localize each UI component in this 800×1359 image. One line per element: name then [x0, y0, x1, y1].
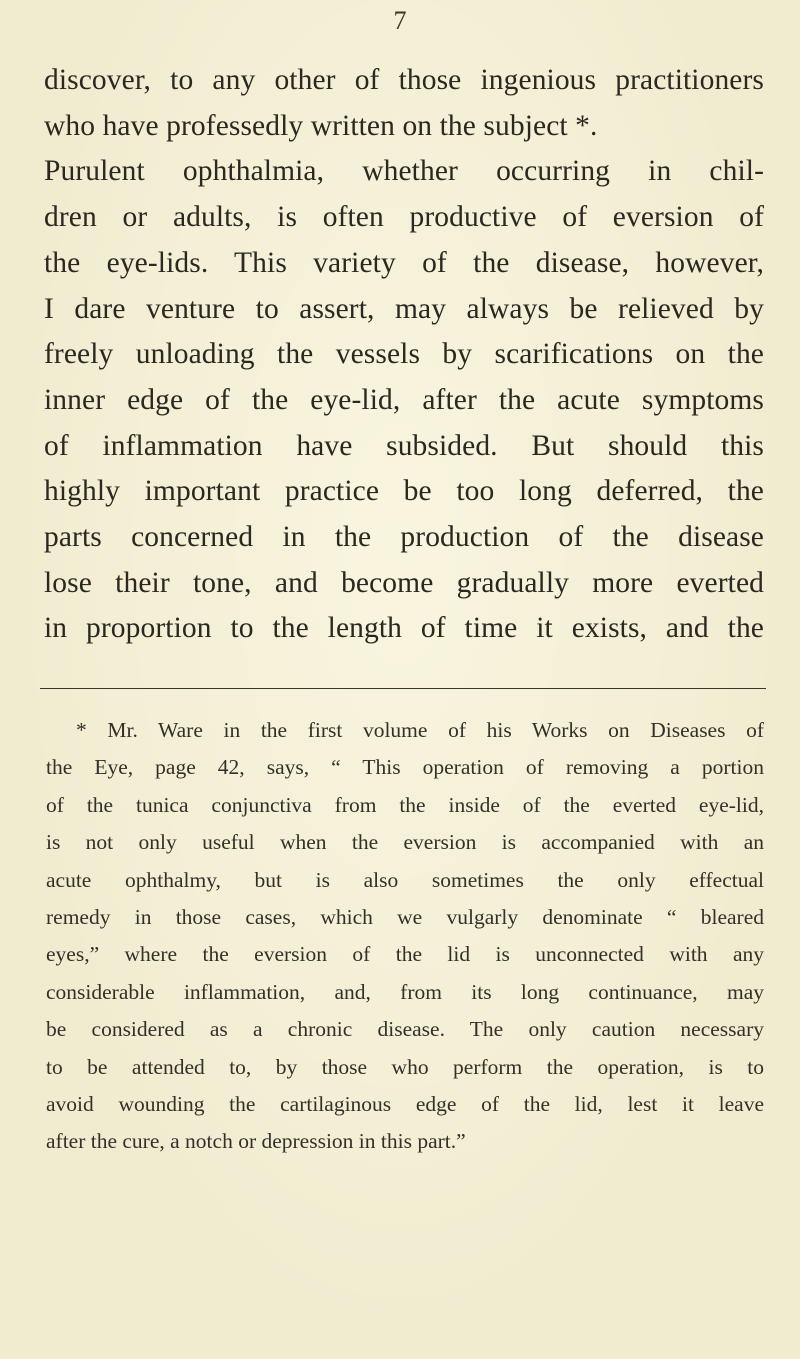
footnote-line: to be attended to, by those who perform the operation, is to: [46, 1054, 764, 1079]
footnote: [46, 712, 764, 1161]
body-line: freely unloading the vessels by scarifications on the: [44, 338, 764, 371]
body-line: I dare venture to assert, may always be relieved by: [44, 292, 764, 325]
body-line: parts concerned in the production of the disease: [44, 521, 764, 554]
footnote-line: remedy in those cases, which we vulgarly denominate “ bleared: [46, 905, 764, 930]
footnote-line: eyes,” where the eversion of the lid is unconnected with any: [46, 942, 764, 967]
footnote-line: after the cure, a notch or depression in this part.”: [46, 1129, 466, 1154]
body-line: highly important practice be too long deferred, the: [44, 475, 764, 508]
footnote-line: acute ophthalmy, but is also sometimes the only effectual: [46, 867, 764, 892]
body-line: lose their tone, and become gradually more everted: [44, 566, 764, 599]
footnote-line: the Eye, page 42, says, “ This operation of removing a portion: [46, 755, 764, 780]
footnote-line: of the tunica conjunctiva from the inside of the everted eye-lid,: [46, 792, 764, 817]
footnote-line: avoid wounding the cartilaginous edge of the lid, lest it leave: [46, 1092, 764, 1117]
body-line: of inflammation have subsided. But should this: [44, 429, 764, 462]
footnote-line: be considered as a chronic disease. The only caution necessary: [46, 1017, 764, 1042]
footnote-line: * Mr. Ware in the first volume of his Works on Diseases of: [76, 718, 764, 742]
body-line: in proportion to the length of time it exists, and the: [44, 612, 764, 645]
footnote-line: is not only useful when the eversion is accompanied with an: [46, 830, 764, 855]
body-line: inner edge of the eye-lid, after the acute symptoms: [44, 383, 764, 416]
footnote-divider: [40, 688, 766, 689]
body-line: the eye-lids. This variety of the disease, however,: [44, 246, 764, 279]
body-line: dren or adults, is often productive of eversion of: [44, 201, 764, 234]
footnote-line: considerable inflammation, and, from its long continuance, may: [46, 979, 764, 1004]
body-line: who have professedly written on the subject *.: [44, 109, 598, 142]
body-text: [44, 58, 764, 652]
page-number: 7: [393, 6, 407, 35]
body-line: discover, to any other of those ingenious practitioners: [44, 64, 764, 96]
body-line: Purulent ophthalmia, whether occurring in chil-: [44, 155, 764, 188]
